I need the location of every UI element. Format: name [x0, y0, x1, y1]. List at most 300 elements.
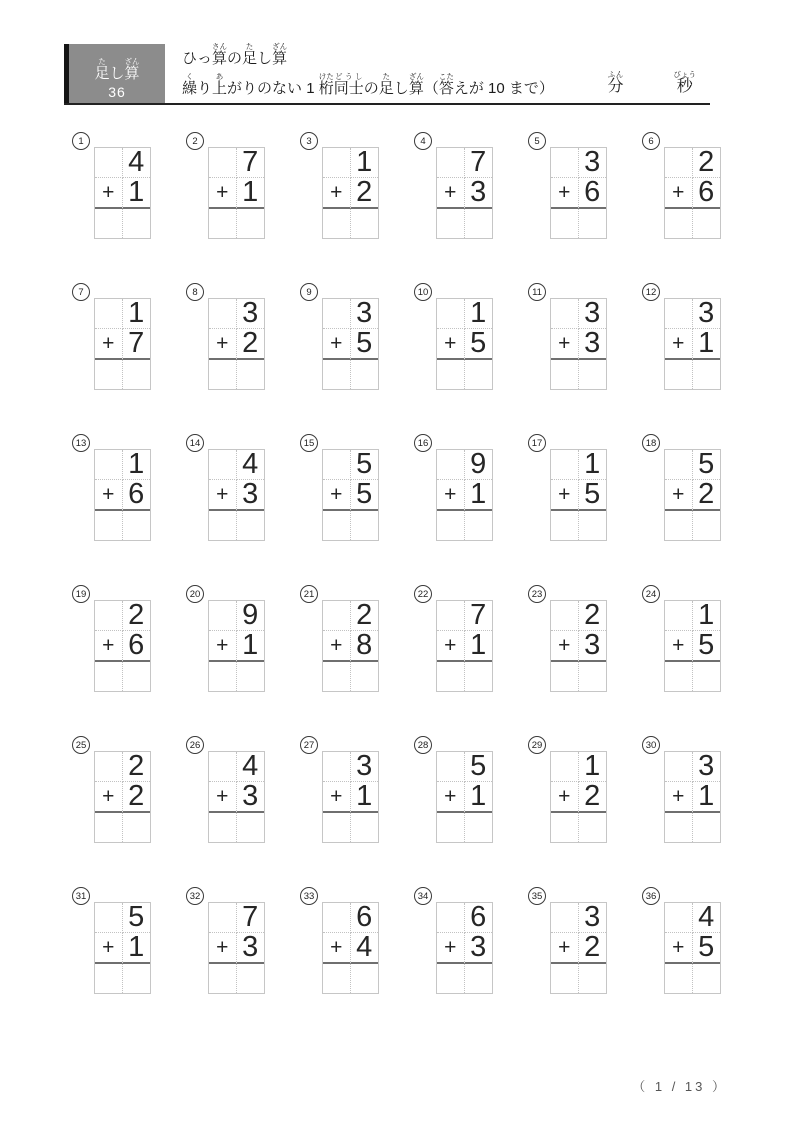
problem-box: [550, 298, 607, 390]
answer-cell: [665, 813, 693, 842]
top-addend: 9: [465, 450, 493, 480]
bottom-addend: 3: [579, 329, 607, 360]
problem-number: 28: [414, 736, 432, 754]
answer-cell: [551, 964, 579, 993]
answer-cell: [323, 964, 351, 993]
plus-sign: +: [551, 480, 579, 511]
problem-number: 10: [414, 283, 432, 301]
problem: [642, 736, 721, 843]
ruby-segment: （: [423, 80, 439, 97]
problem: [642, 434, 721, 541]
problem: [642, 283, 721, 390]
answer-cell: [465, 813, 493, 842]
bottom-addend: 3: [465, 178, 493, 209]
answer-cell: [323, 360, 351, 389]
plus-sign: +: [437, 631, 465, 662]
problem-number: 32: [186, 887, 204, 905]
bottom-addend: 5: [351, 329, 379, 360]
top-row-spacer: [551, 299, 579, 329]
bottom-addend: 3: [237, 782, 265, 813]
top-row-spacer: [665, 903, 693, 933]
ruby-segment: 算ざん: [124, 56, 140, 82]
problem-box: [94, 147, 151, 239]
problem-number: 21: [300, 585, 318, 603]
top-addend: 1: [579, 752, 607, 782]
answer-cell: [209, 813, 237, 842]
answer-cell: [95, 209, 123, 238]
answer-cell: [209, 511, 237, 540]
top-addend: 4: [693, 903, 721, 933]
problem: [186, 283, 265, 390]
problem-box: [208, 902, 265, 994]
bottom-addend: 3: [465, 933, 493, 964]
problem: [186, 736, 265, 843]
problem-number: 26: [186, 736, 204, 754]
problem-number: 30: [642, 736, 660, 754]
plus-sign: +: [437, 329, 465, 360]
problem-number: 15: [300, 434, 318, 452]
top-addend: 1: [579, 450, 607, 480]
top-row-spacer: [437, 299, 465, 329]
top-addend: 1: [465, 299, 493, 329]
problem: [300, 132, 379, 239]
problem-box: [322, 902, 379, 994]
problem-number: 29: [528, 736, 546, 754]
bottom-addend: 2: [237, 329, 265, 360]
problem-number: 14: [186, 434, 204, 452]
answer-cell: [665, 209, 693, 238]
answer-cell: [665, 964, 693, 993]
answer-cell: [551, 813, 579, 842]
top-row-spacer: [665, 752, 693, 782]
answer-cell: [95, 964, 123, 993]
plus-sign: +: [551, 631, 579, 662]
problem: [186, 132, 265, 239]
ruby-segment: えが 10 まで）: [453, 80, 554, 97]
answer-cell: [351, 360, 379, 389]
problem-number: 19: [72, 585, 90, 603]
problem-box: [436, 147, 493, 239]
plus-sign: +: [323, 329, 351, 360]
ruby-segment: がりのない 1: [227, 80, 319, 97]
problem: [186, 434, 265, 541]
answer-cell: [323, 813, 351, 842]
answer-cell: [237, 209, 265, 238]
answer-cell: [123, 813, 151, 842]
top-addend: 4: [123, 148, 151, 178]
ruby-segment: 算さん: [212, 42, 228, 67]
problem-box: [208, 449, 265, 541]
ruby-segment: し: [257, 50, 273, 67]
answer-cell: [579, 964, 607, 993]
bottom-addend: 1: [351, 782, 379, 813]
top-row-spacer: [437, 148, 465, 178]
problem: [528, 585, 607, 692]
problem-number: 8: [186, 283, 204, 301]
answer-cell: [351, 511, 379, 540]
answer-cell: [579, 511, 607, 540]
top-row-spacer: [323, 903, 351, 933]
plus-sign: +: [551, 782, 579, 813]
problem: [528, 887, 607, 994]
bottom-addend: 1: [693, 782, 721, 813]
problem: [528, 132, 607, 239]
problem-number: 13: [72, 434, 90, 452]
bottom-addend: 6: [123, 480, 151, 511]
problem-box: [664, 147, 721, 239]
problem: [414, 736, 493, 843]
answer-cell: [123, 511, 151, 540]
problem-box: [664, 449, 721, 541]
answer-cell: [323, 209, 351, 238]
answer-cell: [693, 662, 721, 691]
top-addend: 4: [237, 752, 265, 782]
problem-box: [322, 751, 379, 843]
plus-sign: +: [209, 480, 237, 511]
plus-sign: +: [665, 480, 693, 511]
top-addend: 1: [123, 450, 151, 480]
seconds-label: [674, 70, 697, 102]
answer-cell: [693, 511, 721, 540]
problem-number: 1: [72, 132, 90, 150]
top-row-spacer: [95, 903, 123, 933]
problem-number: 33: [300, 887, 318, 905]
bottom-addend: 5: [351, 480, 379, 511]
plus-sign: +: [551, 329, 579, 360]
top-addend: 5: [465, 752, 493, 782]
problem-number: 4: [414, 132, 432, 150]
top-row-spacer: [95, 299, 123, 329]
plus-sign: +: [551, 933, 579, 964]
bottom-addend: 2: [351, 178, 379, 209]
plus-sign: +: [95, 329, 123, 360]
answer-cell: [551, 511, 579, 540]
bottom-addend: 1: [123, 178, 151, 209]
top-addend: 2: [693, 148, 721, 178]
problem: [528, 283, 607, 390]
ruby-segment: の: [363, 80, 379, 97]
problem-box: [322, 298, 379, 390]
problem-box: [550, 449, 607, 541]
problem: [300, 736, 379, 843]
ruby-segment: 答こた: [438, 72, 454, 97]
bottom-addend: 2: [579, 933, 607, 964]
bottom-addend: 3: [579, 631, 607, 662]
top-row-spacer: [665, 148, 693, 178]
top-row-spacer: [437, 601, 465, 631]
answer-cell: [665, 360, 693, 389]
answer-cell: [437, 360, 465, 389]
problem-box: [208, 751, 265, 843]
answer-cell: [209, 209, 237, 238]
problem: [186, 585, 265, 692]
top-row-spacer: [323, 148, 351, 178]
problem-number: 25: [72, 736, 90, 754]
answer-cell: [551, 360, 579, 389]
answer-cell: [351, 662, 379, 691]
bottom-addend: 2: [579, 782, 607, 813]
problem-box: [94, 902, 151, 994]
answer-cell: [351, 813, 379, 842]
problems-grid: [72, 132, 721, 994]
answer-cell: [237, 813, 265, 842]
bottom-addend: 5: [579, 480, 607, 511]
top-row-spacer: [209, 450, 237, 480]
plus-sign: +: [323, 178, 351, 209]
answer-cell: [351, 209, 379, 238]
problem-box: [208, 600, 265, 692]
problem: [414, 585, 493, 692]
top-row-spacer: [209, 601, 237, 631]
answer-cell: [323, 511, 351, 540]
top-addend: 3: [693, 752, 721, 782]
top-row-spacer: [665, 299, 693, 329]
problem-box: [436, 449, 493, 541]
plus-sign: +: [551, 178, 579, 209]
problem: [72, 736, 151, 843]
answer-cell: [237, 360, 265, 389]
plus-sign: +: [209, 329, 237, 360]
title-tab: [64, 44, 165, 103]
top-row-spacer: [551, 903, 579, 933]
problem: [72, 887, 151, 994]
ruby-segment: 算ざん: [272, 42, 288, 67]
plus-sign: +: [437, 480, 465, 511]
answer-cell: [237, 964, 265, 993]
problem: [72, 434, 151, 541]
answer-cell: [665, 662, 693, 691]
problem-number: 7: [72, 283, 90, 301]
plus-sign: +: [95, 631, 123, 662]
problem-number: 12: [642, 283, 660, 301]
bottom-addend: 3: [237, 933, 265, 964]
ruby-segment: 同士どうし: [333, 72, 364, 97]
top-addend: 6: [351, 903, 379, 933]
answer-cell: [123, 662, 151, 691]
bottom-addend: 8: [351, 631, 379, 662]
top-row-spacer: [95, 752, 123, 782]
top-addend: 6: [465, 903, 493, 933]
top-row-spacer: [209, 299, 237, 329]
problem: [300, 887, 379, 994]
problem: [642, 585, 721, 692]
worksheet-number: 36: [108, 84, 126, 100]
top-row-spacer: [437, 752, 465, 782]
answer-cell: [465, 209, 493, 238]
answer-cell: [693, 813, 721, 842]
plus-sign: +: [665, 329, 693, 360]
bottom-addend: 7: [123, 329, 151, 360]
plus-sign: +: [665, 178, 693, 209]
problem-number: 35: [528, 887, 546, 905]
problem: [414, 132, 493, 239]
worksheet-title: [182, 42, 554, 72]
problem: [528, 736, 607, 843]
problem-number: 24: [642, 585, 660, 603]
bottom-addend: 1: [123, 933, 151, 964]
answer-cell: [323, 662, 351, 691]
plus-sign: +: [323, 480, 351, 511]
problem-number: 22: [414, 585, 432, 603]
top-row-spacer: [551, 752, 579, 782]
problem-number: 17: [528, 434, 546, 452]
problem: [300, 283, 379, 390]
ruby-segment: 足た: [94, 56, 110, 82]
problem-box: [208, 298, 265, 390]
top-addend: 3: [579, 903, 607, 933]
answer-cell: [551, 662, 579, 691]
problem-box: [322, 449, 379, 541]
top-row-spacer: [551, 148, 579, 178]
top-row-spacer: [323, 450, 351, 480]
problem: [528, 434, 607, 541]
problem-number: 2: [186, 132, 204, 150]
problem: [642, 887, 721, 994]
answer-cell: [209, 662, 237, 691]
top-row-spacer: [665, 450, 693, 480]
top-addend: 5: [351, 450, 379, 480]
bottom-addend: 1: [237, 178, 265, 209]
ruby-segment: 秒びょう: [673, 70, 696, 96]
plus-sign: +: [323, 782, 351, 813]
problem-box: [550, 751, 607, 843]
bottom-addend: 5: [693, 631, 721, 662]
problem-number: 16: [414, 434, 432, 452]
answer-cell: [209, 964, 237, 993]
problem-number: 5: [528, 132, 546, 150]
problem-number: 27: [300, 736, 318, 754]
ruby-segment: 上あ: [212, 72, 228, 97]
problem: [414, 887, 493, 994]
plus-sign: +: [437, 933, 465, 964]
problem-number: 34: [414, 887, 432, 905]
answer-cell: [465, 360, 493, 389]
top-addend: 5: [123, 903, 151, 933]
top-addend: 3: [351, 299, 379, 329]
bottom-addend: 6: [693, 178, 721, 209]
top-addend: 2: [123, 752, 151, 782]
plus-sign: +: [209, 933, 237, 964]
timer-fields: [607, 44, 710, 103]
answer-cell: [95, 813, 123, 842]
ruby-segment: 繰く: [182, 72, 198, 97]
problem-box: [94, 298, 151, 390]
problem-box: [664, 298, 721, 390]
answer-cell: [665, 511, 693, 540]
problem-number: 31: [72, 887, 90, 905]
top-row-spacer: [665, 601, 693, 631]
plus-sign: +: [209, 631, 237, 662]
top-row-spacer: [95, 148, 123, 178]
plus-sign: +: [665, 782, 693, 813]
problem: [414, 283, 493, 390]
page-indicator: （ 1 / 13 ）: [632, 1079, 728, 1094]
answer-cell: [237, 662, 265, 691]
plus-sign: +: [323, 631, 351, 662]
answer-cell: [437, 813, 465, 842]
plus-sign: +: [95, 782, 123, 813]
plus-sign: +: [95, 480, 123, 511]
problem-box: [436, 902, 493, 994]
ruby-segment: り: [197, 80, 213, 97]
bottom-addend: 4: [351, 933, 379, 964]
top-addend: 7: [465, 148, 493, 178]
bottom-addend: 3: [237, 480, 265, 511]
problem-number: 20: [186, 585, 204, 603]
top-addend: 3: [351, 752, 379, 782]
ruby-segment: し: [393, 80, 409, 97]
plus-sign: +: [437, 782, 465, 813]
answer-cell: [95, 360, 123, 389]
top-addend: 3: [237, 299, 265, 329]
problem-box: [436, 600, 493, 692]
problem: [300, 585, 379, 692]
top-addend: 3: [579, 299, 607, 329]
answer-cell: [579, 360, 607, 389]
header: [64, 44, 710, 105]
top-row-spacer: [209, 148, 237, 178]
problem-number: 9: [300, 283, 318, 301]
problem-box: [322, 600, 379, 692]
problem-number: 23: [528, 585, 546, 603]
problem: [414, 434, 493, 541]
problem-box: [436, 751, 493, 843]
problem-box: [94, 600, 151, 692]
answer-cell: [579, 209, 607, 238]
top-addend: 5: [693, 450, 721, 480]
top-row-spacer: [323, 601, 351, 631]
bottom-addend: 2: [123, 782, 151, 813]
problem: [72, 585, 151, 692]
answer-cell: [465, 511, 493, 540]
problem-number: 36: [642, 887, 660, 905]
problem-box: [550, 902, 607, 994]
problem-number: 18: [642, 434, 660, 452]
answer-cell: [579, 813, 607, 842]
ruby-segment: ひっ: [182, 50, 213, 67]
problem: [642, 132, 721, 239]
answer-cell: [465, 662, 493, 691]
problem-box: [550, 147, 607, 239]
bottom-addend: 1: [237, 631, 265, 662]
problem-box: [664, 902, 721, 994]
answer-cell: [123, 360, 151, 389]
top-row-spacer: [209, 903, 237, 933]
top-addend: 3: [579, 148, 607, 178]
top-addend: 7: [237, 903, 265, 933]
problem-box: [322, 147, 379, 239]
answer-cell: [123, 209, 151, 238]
answer-cell: [693, 964, 721, 993]
plus-sign: +: [95, 933, 123, 964]
bottom-addend: 5: [465, 329, 493, 360]
plus-sign: +: [95, 178, 123, 209]
top-addend: 4: [237, 450, 265, 480]
top-addend: 1: [693, 601, 721, 631]
minutes-label: [607, 70, 623, 102]
top-addend: 9: [237, 601, 265, 631]
problem-box: [208, 147, 265, 239]
answer-cell: [351, 964, 379, 993]
plus-sign: +: [437, 178, 465, 209]
top-addend: 2: [351, 601, 379, 631]
plus-sign: +: [665, 631, 693, 662]
answer-cell: [693, 209, 721, 238]
ruby-segment: 足た: [242, 42, 258, 67]
problem-box: [550, 600, 607, 692]
problem-box: [436, 298, 493, 390]
bottom-addend: 2: [693, 480, 721, 511]
